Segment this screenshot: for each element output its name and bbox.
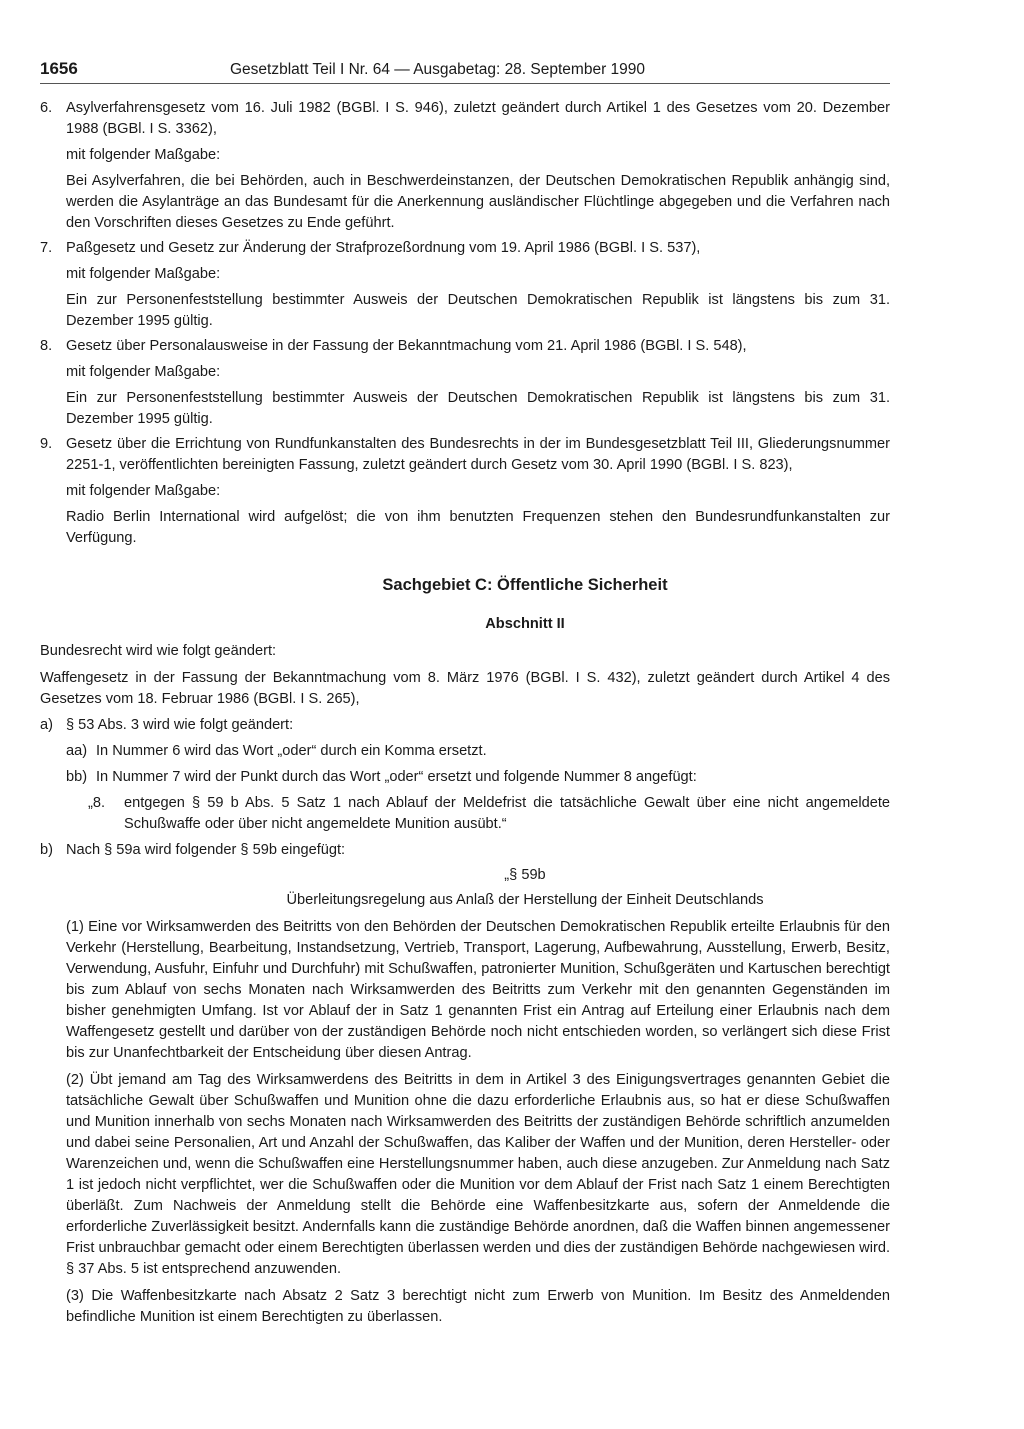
item-text: Gesetz über Personalausweise in der Fassung der Bekanntmachung vom 21. April 1986 (BGBl. I S. 548),	[66, 338, 747, 354]
amendment-label: a)	[40, 717, 53, 733]
item-text: Asylverfahrensgesetz vom 16. Juli 1982 (BGBl. I S. 946), zuletzt geändert durch Artikel 1 des Gesetzes vom 20. Dezember 1988 (BGBl. I S. 3362),	[66, 100, 890, 137]
item-number: 9.	[40, 436, 53, 452]
item-condition: mit folgender Maßgabe:	[66, 266, 221, 282]
amendment-text: Nach § 59a wird folgender § 59b eingefügt:	[66, 842, 346, 858]
new-number-8	[88, 793, 890, 835]
gazette-page	[40, 58, 890, 1328]
amendment-aa	[66, 741, 890, 762]
amendment-label: aa)	[66, 743, 88, 759]
amendment-bb	[66, 767, 890, 788]
item-text: Paßgesetz und Gesetz zur Änderung der Strafprozeßordnung vom 19. April 1986 (BGBl. I S. 537),	[66, 240, 701, 256]
item-8	[40, 336, 890, 430]
item-body: Radio Berlin International wird aufgelöst; die von ihm benutzten Frequenzen stehen den Bundesrundfunkanstalten zur Verfügung.	[66, 509, 890, 546]
amendment-text: In Nummer 6 wird das Wort „oder“ durch ein Komma ersetzt.	[96, 743, 487, 759]
item-text: Gesetz über die Errichtung von Rundfunkanstalten des Bundesrechts in der im Bundesgesetzblatt Teil III, Gliederungsnummer 2251-1, veröffentlichten bereinigten Fassung, zuletzt geändert durch Gesetz vom 30. April 1990 (BGBl. I S. 823),	[66, 436, 890, 473]
amendment-label: b)	[40, 842, 53, 858]
amendment-label: „8.	[88, 795, 106, 811]
amendment-text: entgegen § 59 b Abs. 5 Satz 1 nach Ablauf der Meldefrist die tatsächliche Gewalt über eine nicht angemeldete Schußwaffe oder über nicht angemeldete Munition ausübt.“	[124, 795, 890, 832]
item-condition: mit folgender Maßgabe:	[66, 483, 221, 499]
item-body: Ein zur Personenfeststellung bestimmter Ausweis der Deutschen Demokratischen Republik ist längstens bis zum 31. Dezember 1995 gültig.	[66, 390, 890, 427]
page-number: 1656	[40, 59, 78, 78]
item-body: Ein zur Personenfeststellung bestimmter Ausweis der Deutschen Demokratischen Republik ist längstens bis zum 31. Dezember 1995 gültig.	[66, 292, 890, 329]
law-reference: Waffengesetz in der Fassung der Bekanntmachung vom 8. März 1976 (BGBl. I S. 432), zuletzt geändert durch Artikel 4 des Gesetzes vom 18. Februar 1986 (BGBl. I S. 265),	[40, 670, 890, 707]
item-number: 8.	[40, 338, 53, 354]
item-9	[40, 434, 890, 549]
paragraph-number: „§ 59b	[504, 867, 546, 883]
abschnitt-heading: Abschnitt II	[485, 616, 565, 632]
amendment-a	[40, 715, 890, 736]
paragraph-title: Überleitungsregelung aus Anlaß der Herstellung der Einheit Deutschlands	[286, 892, 764, 908]
amendment-label: bb)	[66, 769, 88, 785]
section-intro: Bundesrecht wird wie folgt geändert:	[40, 643, 277, 659]
item-body: Bei Asylverfahren, die bei Behörden, auch in Beschwerdeinstanzen, der Deutschen Demokratischen Republik anhängig sind, werden die Asylanträge an das Bundesamt für die Anerkennung ausländischer Flüchtlinge abgegeben und die Verfahren nach den Vorschriften dieses Gesetzes zu Ende geführt.	[66, 173, 890, 231]
paragraph-3: (3) Die Waffenbesitzkarte nach Absatz 2 Satz 3 berechtigt nicht zum Erwerb von Munition. Im Besitz des Anmeldenden befindliche Munition ist einem Berechtigten zu überlassen.	[66, 1288, 890, 1325]
item-condition: mit folgender Maßgabe:	[66, 147, 221, 163]
item-number: 6.	[40, 100, 53, 116]
item-7	[40, 238, 890, 332]
amendment-b	[40, 840, 890, 861]
header-title: Gesetzblatt Teil I Nr. 64 — Ausgabetag: 28. September 1990	[230, 61, 646, 78]
item-number: 7.	[40, 240, 53, 256]
item-6	[40, 98, 890, 234]
amendment-text: In Nummer 7 wird der Punkt durch das Wort „oder“ ersetzt und folgende Nummer 8 angefügt:	[96, 769, 697, 785]
paragraph-2: (2) Übt jemand am Tag des Wirksamwerdens des Beitritts in dem in Artikel 3 des Einigungsvertrages genannten Gebiet die tatsächliche Gewalt über Schußwaffen und Munition ohne die dazu erforderliche Erlaubnis aus, so hat er diese Schußwaffen und Munition innerhalb von sechs Monaten nach Wirksamwerden des Beitritts der zuständigen Behörde schriftlich anzumelden und dabei seine Personalien, Art und Anzahl der Schußwaffen, das Kaliber der Waffen und der Munition, deren Hersteller- oder Warenzeichen und, wenn die Schußwaffen eine Herstellungsnummer haben, auch diese anzugeben. Zur Anmeldung nach Satz 1 ist jedoch nicht verpflichtet, wer die Schußwaffen oder die Munition vor dem Ablauf der Frist nach Satz 1 einem Berechtigten überläßt. Zum Nachweis der Anmeldung stellt die Behörde eine Waffenbesitzkarte aus, sofern der Anmeldende die erforderliche Zuverlässigkeit besitzt. Andernfalls kann die zuständige Behörde anordnen, daß die Waffen binnen angemessener Frist unbrauchbar gemacht oder einem Berechtigten überlassen werden und dies der zuständigen Behörde nachgewiesen wird. § 37 Abs. 5 ist entsprechend anzuwenden.	[66, 1072, 890, 1277]
paragraph-1: (1) Eine vor Wirksamwerden des Beitritts von den Behörden der Deutschen Demokratischen Republik erteilte Erlaubnis für den Verkehr (Herstellung, Bearbeitung, Instandsetzung, Vertrieb, Transport, Lagerung, Aufbewahrung, Ausstellung, Erwerb, Besitz, Verwendung, Ausfuhr, Einfuhr und Durchfuhr) mit Schußwaffen, patronierter Munition, Schußgeräten und Kartuschen berechtigt bis zum Ablauf von sechs Monaten nach Wirksamwerden des Beitritts zum Verkehr mit den genannten Gegenständen im bisher genehmigten Umfang. Ist vor Ablauf der in Satz 1 genannten Frist ein Antrag auf Erteilung einer Erlaubnis nach dem Waffengesetz gestellt und darüber von der zuständigen Behörde noch nicht entschieden worden, so verlängert sich diese Frist bis zur Unanfechtbarkeit der Entscheidung über diesen Antrag.	[66, 919, 890, 1061]
page-header	[40, 58, 890, 84]
section-title: Sachgebiet C: Öffentliche Sicherheit	[382, 576, 668, 594]
amendment-text: § 53 Abs. 3 wird wie folgt geändert:	[66, 717, 294, 733]
item-condition: mit folgender Maßgabe:	[66, 364, 221, 380]
